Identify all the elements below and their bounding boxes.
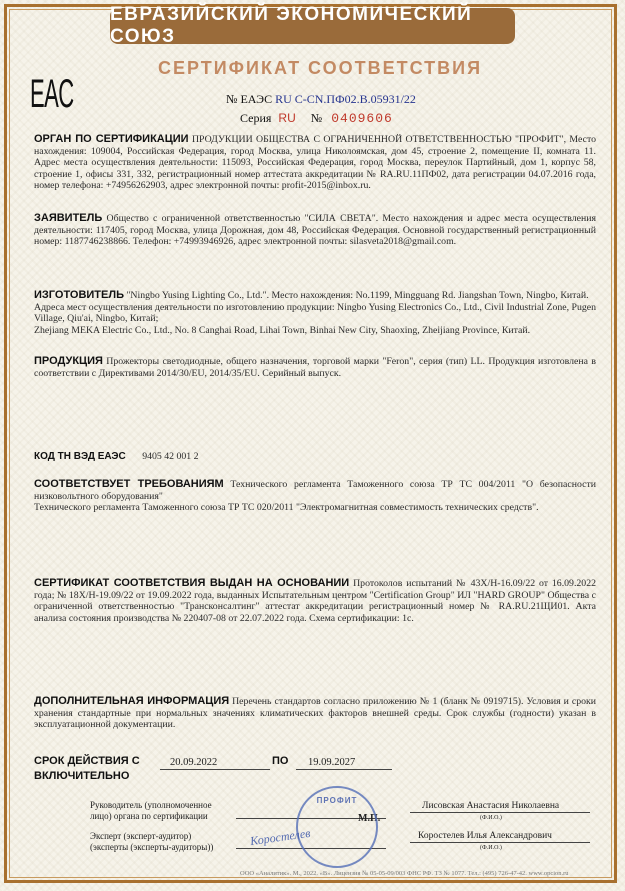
certification-body-text: ПРОДУКЦИИ ОБЩЕСТВА С ОГРАНИЧЕННОЙ ОТВЕТСТВЕННОСТЬЮ "ПРОФИТ", Место нахождения: 109004, Российская Федерация, город Москва, улица Николоямская, дом 45, строение 2, помещение II, комната 11. Адрес места осуществления деятельности: 115093, Российская Федерация, город Москва, переулок Партийный, дом 1, корпус 58, строение 1, офисы 331, 332, регистрационный номер аттестата аккредитации № RA.RU.11ПФ02, дата регистрации 04.07.2016 года, номер телефона: +74956262903, адрес электронной почты: profit-2015@inbox.ru. bbox=[34, 134, 597, 192]
additional-info-text: Перечень стандартов согласно приложению № 1 (бланк № 0919715). Условия и сроки хранения стандартные при нормальных значениях климатических факторов внешней среды. Срок службы (годности) указан в эксплуатационной документации. bbox=[34, 696, 596, 731]
reg-number-value: RU C-CN.ПФ02.В.05931/22 bbox=[275, 92, 416, 106]
basis-text: Протоколов испытаний № 43Х/Н-16.09/22 от 16.09.2022 года; № 18Х/Н-19.09/22 от 19.09.2022 года, выданных Испытательным центром "Certification Group" ИЛ "HARD GROUP" Общества с ограниченной ответственностью "Трансконсалтинг" аттестат аккредитации регистрационный номер № RA.RU.21ЩИ01. Акта анализа состояния производства № 220407-08 от 22.07.2022 года. Схема сертификации: 1с. bbox=[34, 578, 596, 624]
requirements-label: СООТВЕТСТВУЕТ ТРЕБОВАНИЯМ bbox=[34, 478, 224, 490]
product-section bbox=[34, 356, 596, 379]
series-value: RU bbox=[278, 111, 296, 125]
head-fio-caption: (Ф.И.О.) bbox=[480, 815, 502, 821]
basis-section bbox=[34, 578, 596, 624]
basis-label: СЕРТИФИКАТ СООТВЕТСТВИЯ ВЫДАН НА ОСНОВАНИИ bbox=[34, 577, 350, 589]
validity-from-date: 20.09.2022 bbox=[170, 757, 218, 768]
series-label: Серия bbox=[240, 111, 272, 125]
manufacturer-section bbox=[34, 290, 596, 336]
applicant-label: ЗАЯВИТЕЛЬ bbox=[34, 212, 103, 224]
blank-series bbox=[240, 111, 393, 126]
manufacturer-sites: Адреса мест осуществления деятельности по изготовлению продукции: Ningbo Yusing Electronics Co., Ltd., Civil Industrial Zone, Pugen Village, Qiu'ai, Ningbo, Китай; bbox=[34, 301, 596, 325]
applicant-text: Общество с ограниченной ответственностью "СИЛА СВЕТА". Место нахождения и адрес места осуществления деятельности: 117405, город Москва, улица Дорожная, дом 48, Российская Федерация. Основной государственный регистрационный номер: 1187746238866. Телефон: +74993946926, адрес электронной почты: silasveta2018@gmail.com. bbox=[34, 213, 597, 248]
expert-label: Эксперт (эксперт-аудитор) (эксперты (эксперты-аудиторы)) bbox=[90, 831, 214, 852]
head-name: Лисовская Анастасия Николаевна bbox=[422, 801, 560, 811]
product-text: Прожекторы светодиодные, общего назначения, торговой марки "Feron", серия (тип) LL. Продукция изготовлена в соответствии с Директивами 2014/30/EU, 2014/35/EU. Серийный выпуск. bbox=[34, 356, 596, 379]
validity-to-date: 19.09.2027 bbox=[308, 757, 356, 768]
validity-from-label: СРОК ДЕЙСТВИЯ С bbox=[34, 755, 140, 767]
requirements-text: Технического регламента Таможенного союза ТР ТС 004/2011 "О безопасности низковольтного оборудования" bbox=[34, 479, 596, 502]
seal-place-label: М.П. bbox=[358, 813, 381, 824]
number-sign: № bbox=[310, 111, 323, 125]
certification-body-section bbox=[34, 134, 596, 192]
expert-signature: Коростелев bbox=[249, 825, 312, 849]
validity-to-underline bbox=[296, 769, 392, 770]
manufacturer-site-2: Zhejiang MEKA Electric Co., Ltd., No. 8 Canghai Road, Lihai Town, Binhai New City, Shaoxing, Zheijiang Province, Китай. bbox=[34, 324, 531, 336]
eac-mark: EAC bbox=[30, 72, 74, 116]
additional-info-section bbox=[34, 696, 596, 731]
manufacturer-label: ИЗГОТОВИТЕЛЬ bbox=[34, 289, 124, 301]
certificate-title: СЕРТИФИКАТ СООТВЕТСТВИЯ bbox=[157, 58, 483, 78]
head-label: Руководитель (уполномоченное лицо) органа по сертификации bbox=[90, 800, 212, 821]
expert-fio-caption: (Ф.И.О.) bbox=[480, 845, 502, 851]
manufacturer-text: "Ningbo Yusing Lighting Co., Ltd.". Место нахождения: No.1199, Mingguang Rd. Jiangshan Town, Ningbo, Китай. bbox=[126, 290, 589, 301]
certification-body-label: ОРГАН ПО СЕРТИФИКАЦИИ bbox=[34, 133, 189, 145]
expert-name: Коростелев Илья Александрович bbox=[418, 831, 552, 841]
union-title: ЕВРАЗИЙСКИЙ ЭКОНОМИЧЕСКИЙ СОЮЗ bbox=[110, 4, 473, 47]
product-label: ПРОДУКЦИЯ bbox=[34, 355, 103, 367]
print-info: ООО «Аналитик». М., 2022. «В». Лицензия № 05-05-09/003 ФНС РФ. ТЗ № 1077. Тел.: (495) 726-47-42. www.opcion.ru bbox=[240, 870, 569, 877]
registration-number bbox=[226, 92, 416, 107]
requirements-section bbox=[34, 479, 596, 514]
additional-info-label: ДОПОЛНИТЕЛЬНАЯ ИНФОРМАЦИЯ bbox=[34, 695, 230, 707]
hs-code-value: 9405 42 001 2 bbox=[142, 451, 199, 462]
hs-code-label: КОД ТН ВЭД ЕАЭС bbox=[34, 451, 126, 462]
validity-inclusive: ВКЛЮЧИТЕЛЬНО bbox=[34, 770, 130, 782]
union-header-banner bbox=[110, 4, 515, 47]
applicant-section bbox=[34, 213, 596, 248]
hs-code-section bbox=[34, 451, 596, 463]
blank-number: 0409606 bbox=[331, 111, 393, 126]
requirements-line-2: Технического регламента Таможенного союза ТР ТС 020/2011 "Электромагнитная совместимость технических средств". bbox=[34, 502, 539, 514]
reg-number-prefix: № ЕАЭС bbox=[226, 92, 273, 106]
validity-from-underline bbox=[160, 769, 270, 770]
validity-to-label: ПО bbox=[272, 755, 289, 767]
certification-body-stamp: ПРОФИТ bbox=[296, 786, 378, 868]
